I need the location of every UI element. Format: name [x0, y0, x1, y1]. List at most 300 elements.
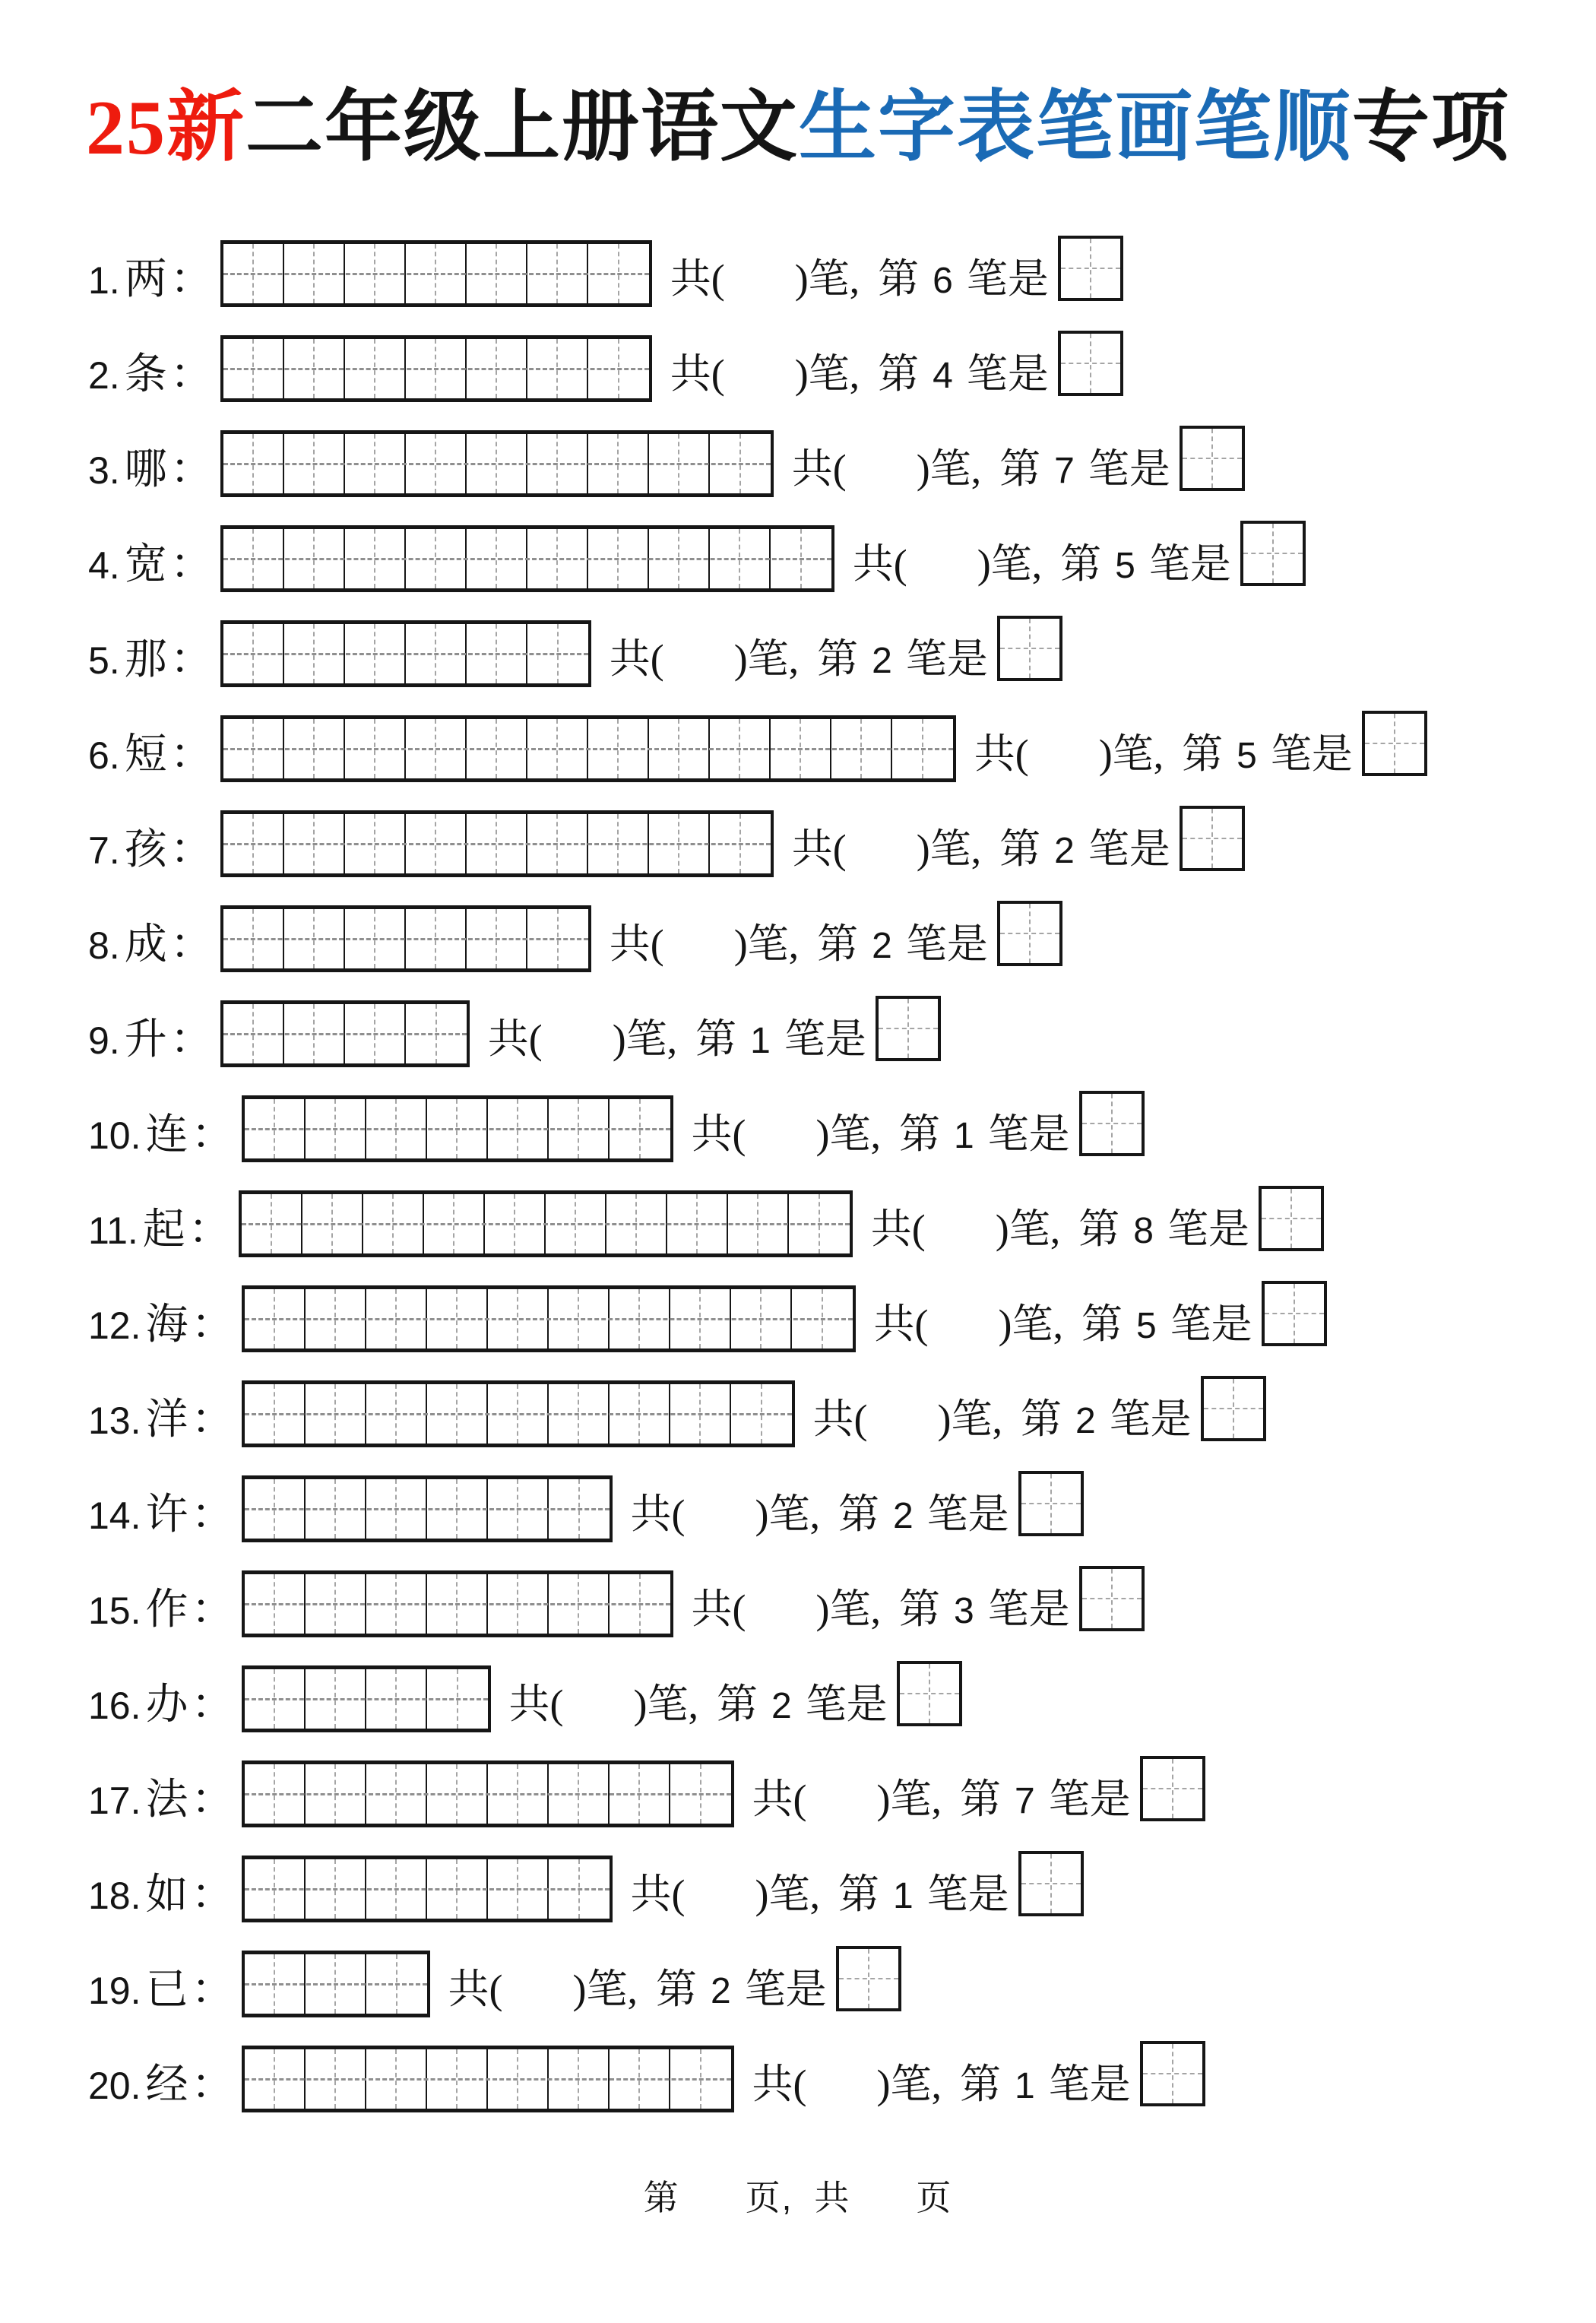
grid-cell[interactable] [306, 1954, 366, 2014]
row-character: 哪 [124, 446, 167, 493]
grid-cell[interactable] [306, 1669, 366, 1729]
ordinal-prefix: 第 [695, 1016, 737, 1062]
grid-cell[interactable] [406, 434, 467, 493]
ordinal-suffix: 笔是 [987, 1586, 1070, 1632]
stroke-practice-grid [220, 430, 774, 497]
grid-cell[interactable] [424, 1194, 485, 1253]
grid-cell[interactable] [467, 909, 527, 968]
grid-cell[interactable] [467, 434, 527, 493]
ordinal-suffix: 笔是 [1167, 1206, 1249, 1252]
answer-box[interactable] [997, 616, 1062, 681]
grid-cell[interactable] [467, 814, 527, 873]
row-label [88, 1206, 231, 1257]
grid-cell[interactable] [245, 1954, 306, 2014]
ordinal-prefix: 第 [878, 256, 920, 302]
title-segment-black-1: 二年级上册语文 [245, 85, 799, 171]
grid-cell[interactable] [649, 719, 710, 778]
grid-cell[interactable] [427, 1859, 488, 1919]
grid-cell[interactable] [670, 1384, 731, 1444]
grid-cell[interactable] [366, 1384, 427, 1444]
grid-cell[interactable] [366, 1669, 427, 1729]
grid-cell[interactable] [245, 1669, 306, 1729]
ordinal-prefix: 第 [838, 1871, 879, 1917]
ordinal-suffix: 笔是 [1270, 731, 1353, 777]
ordinal-suffix: 笔是 [1048, 2062, 1131, 2107]
grid-cell[interactable] [546, 1194, 606, 1253]
row-label [88, 258, 213, 307]
grid-cell[interactable] [485, 1194, 546, 1253]
grid-cell[interactable] [610, 1574, 670, 1634]
grid-cell[interactable] [406, 909, 467, 968]
grid-cell[interactable] [245, 1574, 306, 1634]
grid-cell[interactable] [366, 1479, 427, 1539]
row-question-text [609, 636, 988, 687]
footer-page-word: 第 [643, 2178, 680, 2217]
row-character: 连 [145, 1111, 188, 1158]
row-label [88, 2064, 234, 2112]
ordinal-suffix: 笔是 [905, 636, 988, 682]
answer-box[interactable] [1018, 1471, 1084, 1536]
grid-cell[interactable] [345, 624, 406, 683]
total-strokes-suffix: )笔, [1098, 731, 1164, 777]
row-number: 12. [88, 1304, 141, 1347]
answer-box[interactable] [1259, 1186, 1324, 1251]
grid-cell[interactable] [549, 1384, 610, 1444]
total-strokes-suffix: )笔, [733, 921, 800, 967]
ordinal-number: 7 [1054, 451, 1075, 491]
ordinal-suffix: 笔是 [966, 351, 1049, 397]
row-label [88, 353, 213, 402]
grid-cell[interactable] [588, 434, 649, 493]
grid-cell[interactable] [306, 1099, 366, 1158]
row-character: 海 [145, 1301, 188, 1348]
row-character: 成 [124, 921, 167, 968]
grid-cell[interactable] [345, 909, 406, 968]
ordinal-suffix: 笔是 [1088, 446, 1170, 492]
stroke-practice-grid [220, 620, 591, 687]
exercise-row [88, 620, 1596, 687]
row-colon: ： [169, 636, 213, 683]
grid-cell[interactable] [488, 1574, 549, 1634]
grid-cell[interactable] [789, 1194, 850, 1253]
ordinal-number: 8 [1133, 1211, 1154, 1251]
row-character: 宽 [124, 541, 167, 588]
exercise-row [88, 1856, 1596, 1922]
page-title [0, 65, 1596, 176]
answer-box[interactable] [836, 1946, 901, 2011]
grid-cell[interactable] [366, 1954, 427, 2014]
answer-box[interactable] [876, 996, 941, 1061]
grid-cell[interactable] [406, 814, 467, 873]
grid-cell[interactable] [427, 1669, 488, 1729]
grid-cell[interactable] [792, 1289, 853, 1348]
grid-cell[interactable] [223, 339, 284, 398]
grid-cell[interactable] [710, 814, 771, 873]
grid-cell[interactable] [223, 624, 284, 683]
row-colon: ： [191, 1396, 234, 1444]
ordinal-number: 1 [1014, 2066, 1035, 2106]
answer-box[interactable] [1079, 1091, 1145, 1156]
grid-cell[interactable] [610, 1764, 670, 1824]
ordinal-prefix: 第 [1060, 541, 1102, 587]
exercise-row [88, 1760, 1596, 1827]
grid-cell[interactable] [710, 529, 771, 588]
grid-cell[interactable] [427, 1099, 488, 1158]
grid-cell[interactable] [366, 1574, 427, 1634]
grid-cell[interactable] [223, 244, 284, 303]
grid-cell[interactable] [242, 1194, 302, 1253]
answer-box[interactable] [1240, 521, 1306, 586]
grid-cell[interactable] [345, 814, 406, 873]
ordinal-number: 7 [1014, 1781, 1035, 1821]
answer-box[interactable] [1180, 426, 1245, 491]
grid-cell[interactable] [427, 2049, 488, 2109]
stroke-practice-grid [242, 2046, 734, 2112]
answer-box[interactable] [1058, 236, 1123, 301]
ordinal-prefix: 第 [898, 1111, 940, 1157]
grid-cell[interactable] [284, 244, 345, 303]
grid-cell[interactable] [549, 1289, 610, 1348]
row-colon: ： [191, 1681, 234, 1729]
ordinal-prefix: 第 [959, 1776, 1001, 1822]
row-colon: ： [169, 351, 213, 398]
grid-cell[interactable] [306, 1384, 366, 1444]
grid-cell[interactable] [245, 1289, 306, 1348]
ordinal-number: 2 [710, 1971, 731, 2011]
grid-cell[interactable] [306, 1859, 366, 1919]
grid-cell[interactable] [771, 529, 831, 588]
grid-cell[interactable] [610, 1099, 670, 1158]
grid-cell[interactable] [223, 1004, 284, 1063]
answer-box[interactable] [1201, 1376, 1266, 1441]
stroke-practice-grid [242, 1665, 491, 1732]
grid-cell[interactable] [610, 2049, 670, 2109]
grid-cell[interactable] [345, 434, 406, 493]
grid-cell[interactable] [406, 244, 467, 303]
stroke-practice-grid [242, 1856, 613, 1922]
total-strokes-suffix: )笔, [815, 1111, 881, 1157]
total-strokes-prefix: 共( [852, 541, 907, 587]
grid-cell[interactable] [427, 1384, 488, 1444]
answer-box[interactable] [897, 1661, 962, 1726]
grid-cell[interactable] [345, 529, 406, 588]
total-strokes-suffix: )笔, [633, 1681, 698, 1727]
stroke-practice-grid [242, 1760, 734, 1827]
grid-cell[interactable] [306, 1574, 366, 1634]
ordinal-prefix: 第 [817, 636, 859, 682]
grid-cell[interactable] [728, 1194, 789, 1253]
row-colon: ： [169, 921, 213, 968]
row-character: 法 [145, 1776, 188, 1824]
grid-cell[interactable] [549, 1574, 610, 1634]
total-strokes-suffix: )笔, [876, 2062, 942, 2107]
row-character: 那 [124, 636, 167, 683]
grid-cell[interactable] [284, 434, 345, 493]
row-colon: ： [191, 1871, 234, 1919]
worksheet-page [0, 65, 1596, 2323]
grid-cell[interactable] [610, 1289, 670, 1348]
ordinal-prefix: 第 [999, 446, 1041, 492]
ordinal-suffix: 笔是 [1148, 541, 1231, 587]
row-question-text [508, 1681, 888, 1732]
grid-cell[interactable] [284, 719, 345, 778]
row-question-text [691, 1111, 1070, 1162]
row-question-text [752, 1776, 1131, 1827]
grid-cell[interactable] [306, 1479, 366, 1539]
grid-cell[interactable] [488, 1479, 549, 1539]
answer-box[interactable] [1262, 1281, 1327, 1346]
stroke-practice-grid [242, 1570, 673, 1637]
answer-box[interactable] [1018, 1851, 1084, 1916]
grid-cell[interactable] [892, 719, 953, 778]
grid-cell[interactable] [245, 1859, 306, 1919]
row-label [88, 921, 213, 972]
row-colon: ： [169, 826, 213, 873]
total-strokes-suffix: )笔, [998, 1301, 1063, 1347]
grid-cell[interactable] [284, 814, 345, 873]
grid-cell[interactable] [345, 244, 406, 303]
grid-cell[interactable] [670, 1289, 731, 1348]
row-label [88, 1301, 234, 1352]
answer-box[interactable] [1079, 1566, 1145, 1631]
exercise-list [0, 240, 1596, 2112]
ordinal-number: 2 [1054, 831, 1075, 871]
grid-cell[interactable] [549, 1764, 610, 1824]
row-question-text [691, 1586, 1070, 1637]
total-strokes-prefix: 共( [630, 1491, 686, 1537]
row-label [88, 731, 213, 782]
ordinal-prefix: 第 [655, 1966, 697, 2012]
total-strokes-suffix: )笔, [612, 1016, 678, 1062]
ordinal-suffix: 笔是 [926, 1871, 1009, 1917]
grid-cell[interactable] [223, 814, 284, 873]
row-character: 经 [145, 2062, 188, 2109]
grid-cell[interactable] [467, 339, 527, 398]
exercise-row [88, 1665, 1596, 1732]
row-question-text [873, 1301, 1252, 1352]
grid-cell[interactable] [467, 244, 527, 303]
row-question-text [812, 1396, 1192, 1447]
grid-cell[interactable] [345, 339, 406, 398]
row-label [88, 636, 213, 687]
grid-cell[interactable] [427, 1764, 488, 1824]
row-number: 15. [88, 1589, 141, 1632]
grid-cell[interactable] [366, 2049, 427, 2109]
grid-cell[interactable] [588, 244, 649, 303]
stroke-practice-grid [220, 335, 652, 402]
grid-cell[interactable] [467, 529, 527, 588]
ordinal-number: 1 [750, 1021, 771, 1061]
grid-cell[interactable] [488, 1859, 549, 1919]
grid-cell[interactable] [427, 1574, 488, 1634]
stroke-practice-grid [242, 1475, 613, 1542]
answer-box[interactable] [1362, 711, 1427, 776]
grid-cell[interactable] [284, 1004, 345, 1063]
grid-cell[interactable] [549, 1099, 610, 1158]
grid-cell[interactable] [649, 434, 710, 493]
grid-cell[interactable] [284, 909, 345, 968]
grid-cell[interactable] [245, 1099, 306, 1158]
total-strokes-suffix: )笔, [937, 1396, 1002, 1442]
total-strokes-prefix: 共( [508, 1681, 564, 1727]
row-question-text [448, 1966, 827, 2017]
ordinal-suffix: 笔是 [1088, 826, 1170, 872]
grid-cell[interactable] [710, 434, 771, 493]
row-question-text [752, 2064, 1131, 2112]
grid-cell[interactable] [223, 909, 284, 968]
grid-cell[interactable] [245, 1764, 306, 1824]
grid-cell[interactable] [345, 719, 406, 778]
ordinal-number: 1 [892, 1876, 914, 1916]
grid-cell[interactable] [588, 814, 649, 873]
row-label [88, 1776, 234, 1827]
grid-cell[interactable] [670, 2049, 731, 2109]
grid-cell[interactable] [406, 719, 467, 778]
grid-cell[interactable] [731, 1289, 792, 1348]
grid-cell[interactable] [488, 1764, 549, 1824]
grid-cell[interactable] [549, 1859, 610, 1919]
grid-cell[interactable] [406, 624, 467, 683]
grid-cell[interactable] [670, 1764, 731, 1824]
total-strokes-suffix: )笔, [916, 446, 982, 492]
row-colon: ： [169, 256, 213, 303]
grid-cell[interactable] [549, 2049, 610, 2109]
grid-cell[interactable] [306, 1764, 366, 1824]
ordinal-prefix: 第 [1081, 1301, 1123, 1347]
row-question-text [609, 921, 988, 972]
grid-cell[interactable] [406, 1004, 467, 1063]
grid-cell[interactable] [527, 814, 588, 873]
grid-cell[interactable] [467, 719, 527, 778]
stroke-practice-grid [239, 1190, 853, 1257]
grid-cell[interactable] [223, 434, 284, 493]
grid-cell[interactable] [366, 1289, 427, 1348]
answer-box[interactable] [1140, 1756, 1205, 1821]
ordinal-suffix: 笔是 [1109, 1396, 1192, 1442]
grid-cell[interactable] [527, 434, 588, 493]
grid-cell[interactable] [302, 1194, 363, 1253]
grid-cell[interactable] [831, 719, 892, 778]
grid-cell[interactable] [488, 1289, 549, 1348]
grid-cell[interactable] [588, 339, 649, 398]
grid-cell[interactable] [406, 339, 467, 398]
grid-cell[interactable] [245, 1479, 306, 1539]
answer-box[interactable] [1180, 806, 1245, 871]
grid-cell[interactable] [406, 529, 467, 588]
row-colon: ： [169, 541, 213, 588]
grid-cell[interactable] [527, 339, 588, 398]
total-strokes-suffix: )笔, [815, 1586, 881, 1632]
grid-cell[interactable] [649, 529, 710, 588]
grid-cell[interactable] [488, 2049, 549, 2109]
answer-box[interactable] [1058, 331, 1123, 396]
row-colon: ： [191, 1966, 234, 2014]
row-character: 如 [145, 1871, 188, 1919]
ordinal-suffix: 笔是 [1048, 1776, 1131, 1822]
total-strokes-prefix: 共( [873, 1301, 929, 1347]
row-character: 作 [145, 1586, 188, 1634]
row-number: 20. [88, 2065, 141, 2107]
grid-cell[interactable] [527, 719, 588, 778]
grid-cell[interactable] [306, 2049, 366, 2109]
grid-cell[interactable] [488, 1384, 549, 1444]
row-question-text [670, 353, 1049, 402]
grid-cell[interactable] [284, 339, 345, 398]
grid-cell[interactable] [667, 1194, 728, 1253]
total-strokes-prefix: 共( [487, 1016, 543, 1062]
grid-cell[interactable] [284, 529, 345, 588]
total-strokes-prefix: 共( [609, 636, 664, 682]
grid-cell[interactable] [366, 1099, 427, 1158]
grid-cell[interactable] [306, 1289, 366, 1348]
grid-cell[interactable] [606, 1194, 667, 1253]
grid-cell[interactable] [427, 1289, 488, 1348]
row-colon: ： [191, 1586, 234, 1634]
total-strokes-suffix: )笔, [572, 1966, 638, 2012]
row-number: 11. [88, 1209, 138, 1252]
grid-cell[interactable] [467, 624, 527, 683]
total-strokes-prefix: 共( [691, 1111, 746, 1157]
grid-cell[interactable] [649, 814, 710, 873]
ordinal-prefix: 第 [898, 1586, 940, 1632]
row-number: 8. [88, 924, 120, 967]
grid-cell[interactable] [245, 1384, 306, 1444]
grid-cell[interactable] [771, 719, 831, 778]
grid-cell[interactable] [223, 529, 284, 588]
grid-cell[interactable] [527, 624, 588, 683]
grid-cell[interactable] [427, 1479, 488, 1539]
stroke-practice-grid [242, 1380, 795, 1447]
grid-cell[interactable] [527, 244, 588, 303]
grid-cell[interactable] [366, 1764, 427, 1824]
answer-box[interactable] [997, 901, 1062, 966]
row-colon: ： [169, 446, 213, 493]
grid-cell[interactable] [527, 529, 588, 588]
row-character: 办 [145, 1681, 188, 1729]
row-number: 5. [88, 639, 120, 682]
total-strokes-suffix: )笔, [876, 1776, 942, 1822]
grid-cell[interactable] [710, 719, 771, 778]
grid-cell[interactable] [245, 2049, 306, 2109]
row-number: 18. [88, 1875, 141, 1917]
stroke-practice-grid [220, 240, 652, 307]
answer-box[interactable] [1140, 2041, 1205, 2106]
grid-cell[interactable] [223, 719, 284, 778]
grid-cell[interactable] [610, 1384, 670, 1444]
row-question-text [630, 1491, 1009, 1542]
grid-cell[interactable] [345, 1004, 406, 1063]
ordinal-suffix: 笔是 [744, 1966, 827, 2012]
row-label [88, 1586, 234, 1637]
row-number: 13. [88, 1399, 141, 1442]
row-question-text [870, 1206, 1249, 1257]
ordinal-suffix: 笔是 [926, 1491, 1009, 1537]
grid-cell[interactable] [588, 719, 649, 778]
exercise-row [88, 1285, 1596, 1352]
grid-cell[interactable] [366, 1859, 427, 1919]
grid-cell[interactable] [731, 1384, 792, 1444]
total-strokes-prefix: 共( [752, 1776, 807, 1822]
grid-cell[interactable] [363, 1194, 424, 1253]
total-strokes-prefix: 共( [974, 731, 1029, 777]
grid-cell[interactable] [527, 909, 588, 968]
grid-cell[interactable] [549, 1479, 610, 1539]
row-label [88, 826, 213, 877]
grid-cell[interactable] [488, 1099, 549, 1158]
row-character: 孩 [124, 826, 167, 873]
grid-cell[interactable] [284, 624, 345, 683]
grid-cell[interactable] [588, 529, 649, 588]
